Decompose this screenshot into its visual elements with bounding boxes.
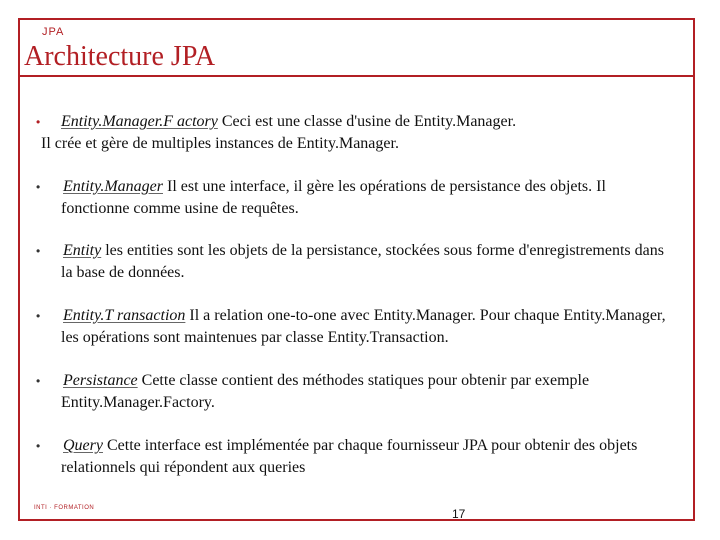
bullet-dot: • (36, 374, 41, 388)
title-divider (18, 75, 695, 77)
bullet-text: Il a relation one-to-one avec Entity.Manager. Pour chaque Entity.Manager, les opérations sont maintenues par classe Entity.Transaction. (61, 307, 666, 346)
term-entitymanagerfactory: Entity.Manager.F actory (61, 113, 218, 130)
term-entity: Entity (63, 242, 102, 259)
bullet-item-entitymanager (28, 176, 678, 220)
bullet-text: Cette interface est implémentée par chaque fournisseur JPA pour obtenir des objets relationnels qui répondent aux queries (61, 437, 638, 476)
term-entitytransaction: Entity.T ransaction (63, 307, 186, 324)
bullet-item-entity (28, 240, 678, 284)
bullet-text: les entities sont les objets de la persistance, stockées sous forme d'enregistrements dans la base de données. (61, 242, 664, 281)
term-persistance: Persistance (63, 372, 138, 389)
bullet-item-persistance (28, 370, 678, 414)
term-query: Query (63, 437, 103, 454)
term-entitymanager: Entity.Manager (63, 178, 163, 195)
bullet-dot: • (36, 244, 41, 258)
bullet-content (28, 435, 678, 479)
bullet-dot: • (36, 115, 41, 129)
bullet-dot: • (36, 439, 41, 453)
bullet-item-entitymanagerfactory (28, 111, 678, 155)
bullet-content (28, 111, 678, 155)
page-number: 17 (452, 507, 466, 521)
bullet-dot: • (36, 309, 41, 323)
bullet-content (28, 176, 678, 220)
bullet-item-entitytransaction (28, 305, 678, 349)
footer-brand-logo: INTI · FORMATION (34, 505, 95, 511)
bullet-text-continuation: Il crée et gère de multiples instances de Entity.Manager. (41, 135, 399, 152)
bullet-text: Cette classe contient des méthodes statiques pour obtenir par exemple Entity.Manager.Factory. (61, 372, 590, 411)
bullet-text: Ceci est une classe d'usine de Entity.Manager. (217, 113, 517, 130)
bullet-content (28, 305, 678, 349)
bullet-text: Il est une interface, il gère les opérations de persistance des objets. Il fonctionne comme usine de requêtes. (61, 178, 606, 217)
header-tag: JPA (42, 26, 65, 38)
bullet-content (28, 370, 678, 414)
page-title: Architecture JPA (24, 41, 216, 72)
bullet-content (28, 240, 678, 284)
bullet-dot: • (36, 180, 41, 194)
bullet-item-query (28, 435, 678, 479)
